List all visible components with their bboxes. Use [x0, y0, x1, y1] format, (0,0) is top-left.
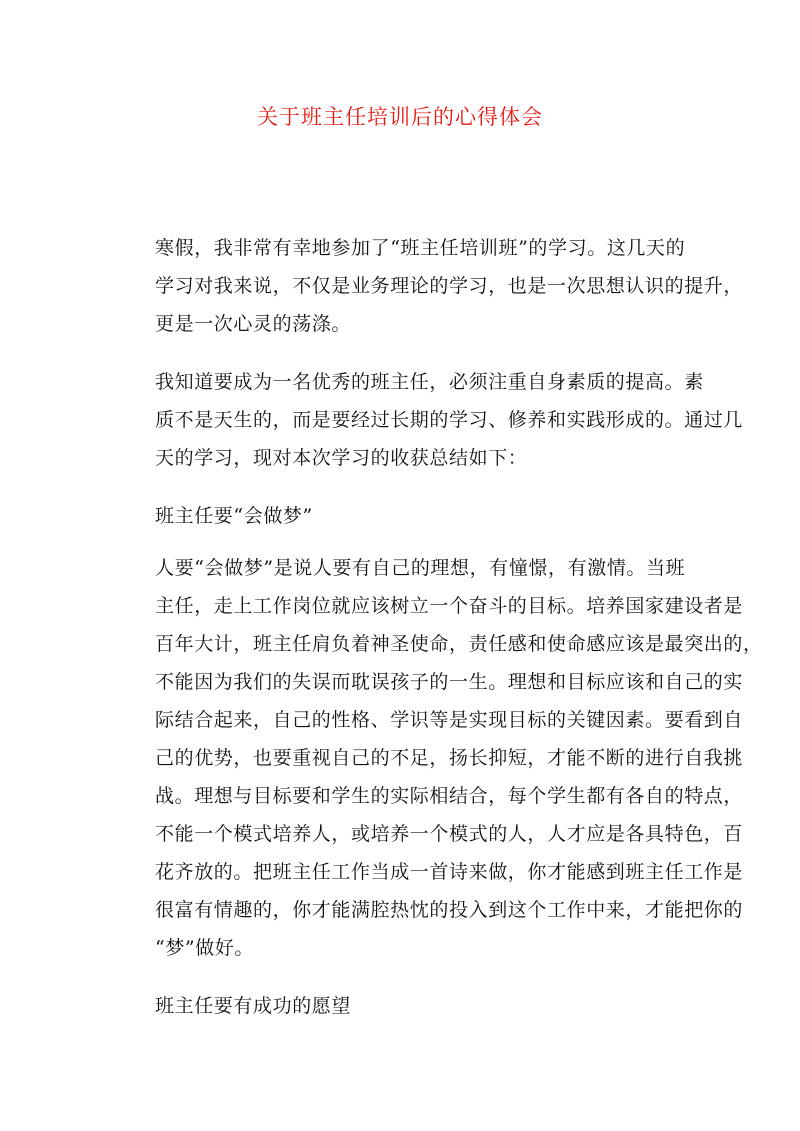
text-line: 天的学习，现对本次学习的收获总结如下： [155, 447, 528, 469]
section-heading-dream [117, 497, 689, 535]
text-line: 己的优势，也要重视自己的不足，扬长抑短，才能不断的进行自我挑 [155, 747, 744, 769]
text-line: 寒假，我非常有幸地参加了“班主任培训班”的学习。这几天的 [155, 237, 686, 259]
document-body [117, 229, 763, 1039]
text-line: 很富有情趣的，你才能满腔热忱的投入到这个工作中来，才能把你的 [155, 899, 744, 921]
paragraph-dream [117, 549, 763, 967]
text-line: 班主任要有成功的愿望 [155, 995, 352, 1017]
section-heading-success [117, 987, 689, 1025]
text-line: 质不是天生的，而是要经过长期的学习、修养和实践形成的。通过几 [155, 409, 744, 431]
text-line: 主任，走上工作岗位就应该树立一个奋斗的目标。培养国家建设者是 [155, 595, 744, 617]
text-line: 我知道要成为一名优秀的班主任，必须注重自身素质的提高。素 [155, 371, 704, 393]
text-line: 花齐放的。把班主任工作当成一首诗来做，你才能感到班主任工作是 [155, 861, 744, 883]
text-line: 不能一个模式培养人，或培养一个模式的人，人才应是各具特色，百 [155, 823, 744, 845]
text-line: 百年大计，班主任肩负着神圣使命，责任感和使命感应该是最突出的， [155, 633, 763, 655]
text-line: 战。理想与目标要和学生的实际相结合，每个学生都有各自的特点， [155, 785, 744, 807]
text-line: 班主任要“会做梦” [155, 505, 313, 527]
paragraph-intro [117, 229, 744, 343]
text-line: 学习对我来说，不仅是业务理论的学习，也是一次思想认识的提升， [155, 275, 744, 297]
paragraph-quality [117, 363, 744, 477]
document-title: 关于班主任培训后的心得体会 [257, 105, 543, 129]
text-line: 更是一次心灵的荡涤。 [155, 313, 352, 335]
text-line: 不能因为我们的失误而耽误孩子的一生。理想和目标应该和自己的实 [155, 671, 744, 693]
text-line: “梦”做好。 [155, 937, 255, 959]
text-line: 人要“会做梦”是说人要有自己的理想，有憧憬，有激情。当班 [155, 557, 686, 579]
text-line: 际结合起来，自己的性格、学识等是实现目标的关键因素。要看到自 [155, 709, 744, 731]
